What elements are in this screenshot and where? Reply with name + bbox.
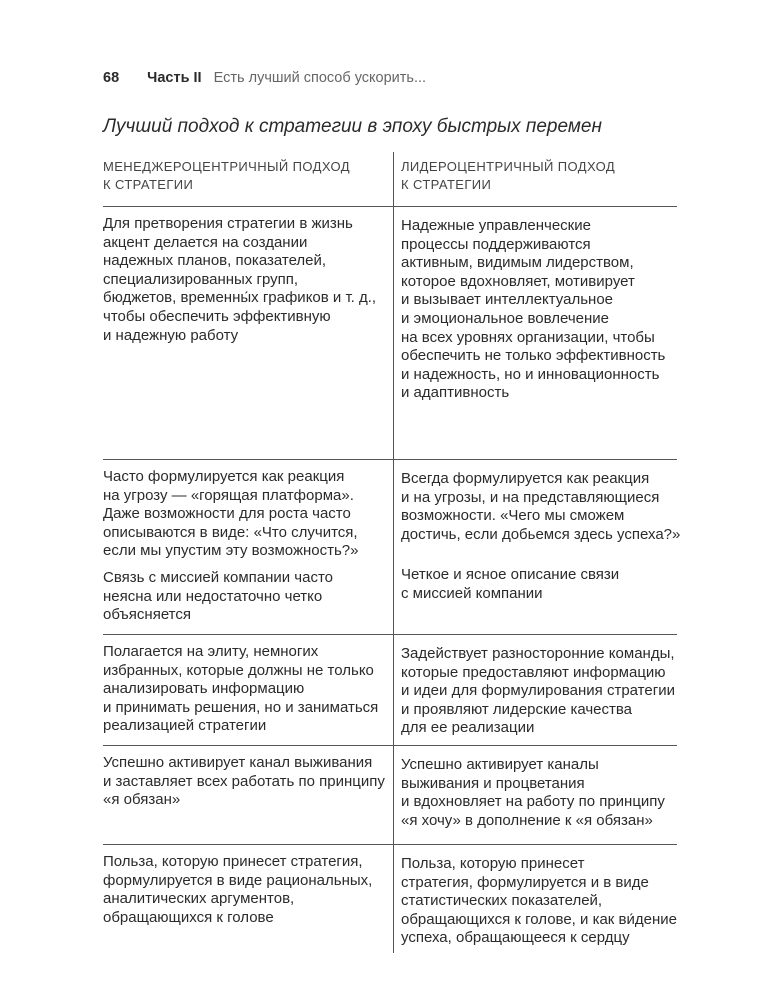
text-line: которые предоставляют информацию — [401, 663, 666, 681]
running-head — [103, 70, 426, 86]
cell-paragraph — [401, 217, 677, 403]
header-right — [393, 152, 677, 206]
text-line: бюджетов, временны́х графиков и т. д., — [103, 289, 377, 307]
text-line: Польза, которую принесет стратегия, — [103, 853, 363, 870]
comparison-table — [103, 152, 681, 953]
text-line: с миссией компании — [401, 584, 543, 602]
cell-left — [103, 460, 393, 634]
header-text-line: К СТРАТЕГИИ — [103, 177, 194, 192]
text-line: и заставляет всех работать по принципу — [103, 772, 385, 790]
cell-right — [393, 460, 681, 634]
cell-paragraph — [401, 470, 681, 544]
text-line: Часто формулируется как реакция — [103, 468, 345, 485]
text-line: и принимать решения, но и заниматься — [103, 698, 379, 716]
text-line: и адаптивность — [401, 384, 510, 402]
text-line: Всегда формулируется как реакция — [401, 470, 650, 487]
text-line: статистических показателей, — [401, 892, 603, 910]
cell-paragraph — [103, 569, 383, 625]
text-line: которое вдохновляет, мотивирует — [401, 272, 635, 290]
text-line: Даже возможности для роста часто — [103, 505, 351, 523]
text-line: и проявляют лидерские качества — [401, 700, 633, 718]
text-line: неясна или недостаточно четко — [103, 587, 323, 605]
cell-left — [103, 635, 393, 745]
text-line: и идеи для формулирования стратегии — [401, 682, 675, 700]
text-line: реализацией стратегии — [103, 717, 267, 735]
text-line: обращающихся к голове, и как ви́дение — [401, 910, 677, 928]
text-line: обращающихся к голове — [103, 908, 274, 926]
cell-right — [393, 207, 677, 459]
text-line: «я обязан» — [103, 791, 181, 809]
text-line: Полагается на элиту, немногих — [103, 643, 319, 660]
text-line: обеспечить не только эффективность — [401, 347, 666, 365]
text-line: формулируется в виде рациональных, — [103, 871, 373, 889]
cell-paragraph — [401, 855, 677, 948]
text-line: процессы поддерживаются — [401, 235, 591, 253]
text-line: Надежные управленческие — [401, 217, 591, 234]
text-line: достичь, если добьемся здесь успеха?» — [401, 525, 681, 543]
text-line: успеха, обращающееся к сердцу — [401, 929, 630, 947]
text-line: и на угрозы, и на представляющиеся — [401, 488, 660, 506]
text-line: чтобы обеспечить эффективную — [103, 307, 331, 325]
section-title: Есть лучший способ ускорить... — [213, 70, 427, 86]
text-line: Успешно активирует канал выживания — [103, 754, 373, 771]
cell-right — [393, 635, 677, 745]
part-label: Часть II — [147, 70, 202, 86]
text-line: и вдохновляет на работу по принципу — [401, 793, 665, 811]
text-line: анализировать информацию — [103, 680, 305, 698]
table-row — [103, 845, 677, 953]
cell-paragraph — [401, 756, 677, 830]
text-line: и надежную работу — [103, 326, 239, 344]
header-text-line: ЛИДЕРОЦЕНТРИЧНЫЙ ПОДХОД — [401, 159, 616, 174]
table-header-row — [103, 152, 677, 207]
text-line: Задействует разносторонние команды, — [401, 645, 675, 662]
cell-paragraph — [401, 566, 677, 603]
text-line: возможности. «Чего мы сможем — [401, 507, 625, 525]
text-line: Четкое и ясное описание связи — [401, 566, 620, 584]
text-line: и надежность, но и инновационность — [401, 365, 660, 383]
cell-right — [393, 845, 677, 953]
table-title: Лучший подход к стратегии в эпоху быстрых перемен — [103, 116, 602, 137]
page-number: 68 — [103, 70, 120, 86]
text-line: «я хочу» в дополнение к «я обязан» — [401, 811, 653, 829]
text-line: если мы упустим эту возможность?» — [103, 542, 359, 560]
text-line: Для претворения стратегии в жизнь — [103, 215, 353, 232]
cell-paragraph — [103, 853, 383, 927]
text-line: и эмоциональное вовлечение — [401, 309, 610, 327]
text-line: на всех уровнях организации, чтобы — [401, 328, 655, 346]
table-row — [103, 207, 677, 460]
header-text-line: К СТРАТЕГИИ — [401, 177, 492, 192]
table-row — [103, 746, 677, 845]
text-line: стратегия, формулируется и в виде — [401, 873, 649, 891]
text-line: описываются в виде: «Что случится, — [103, 523, 358, 541]
header-text-line: МЕНЕДЖЕРОЦЕНТРИЧНЫЙ ПОДХОД — [103, 159, 350, 174]
text-line: и вызывает интеллектуальное — [401, 291, 614, 309]
cell-paragraph — [103, 215, 383, 345]
cell-paragraph — [103, 643, 383, 736]
text-line: выживания и процветания — [401, 774, 585, 792]
text-line: для ее реализации — [401, 719, 535, 737]
text-line: Польза, которую принесет — [401, 855, 585, 872]
cell-paragraph — [401, 645, 677, 738]
cell-paragraph — [103, 754, 383, 810]
text-line: специализированных групп, — [103, 270, 299, 288]
text-line: аналитических аргументов, — [103, 890, 295, 908]
table-row — [103, 635, 677, 746]
table-row — [103, 460, 681, 635]
text-line: Связь с миссией компании часто — [103, 568, 334, 586]
text-line: объясняется — [103, 606, 192, 624]
cell-right — [393, 746, 677, 844]
header-left — [103, 152, 393, 206]
text-line: избранных, которые должны не только — [103, 661, 374, 679]
cell-left — [103, 845, 393, 953]
text-line: надежных планов, показателей, — [103, 252, 327, 270]
text-line: акцент делается на создании — [103, 233, 308, 251]
text-line: Успешно активирует каналы — [401, 756, 599, 773]
text-line: активным, видимым лидерством, — [401, 254, 634, 272]
cell-left — [103, 746, 393, 844]
text-line: на угрозу — «горящая платформа». — [103, 486, 354, 504]
cell-paragraph — [103, 468, 383, 561]
cell-left — [103, 207, 393, 459]
